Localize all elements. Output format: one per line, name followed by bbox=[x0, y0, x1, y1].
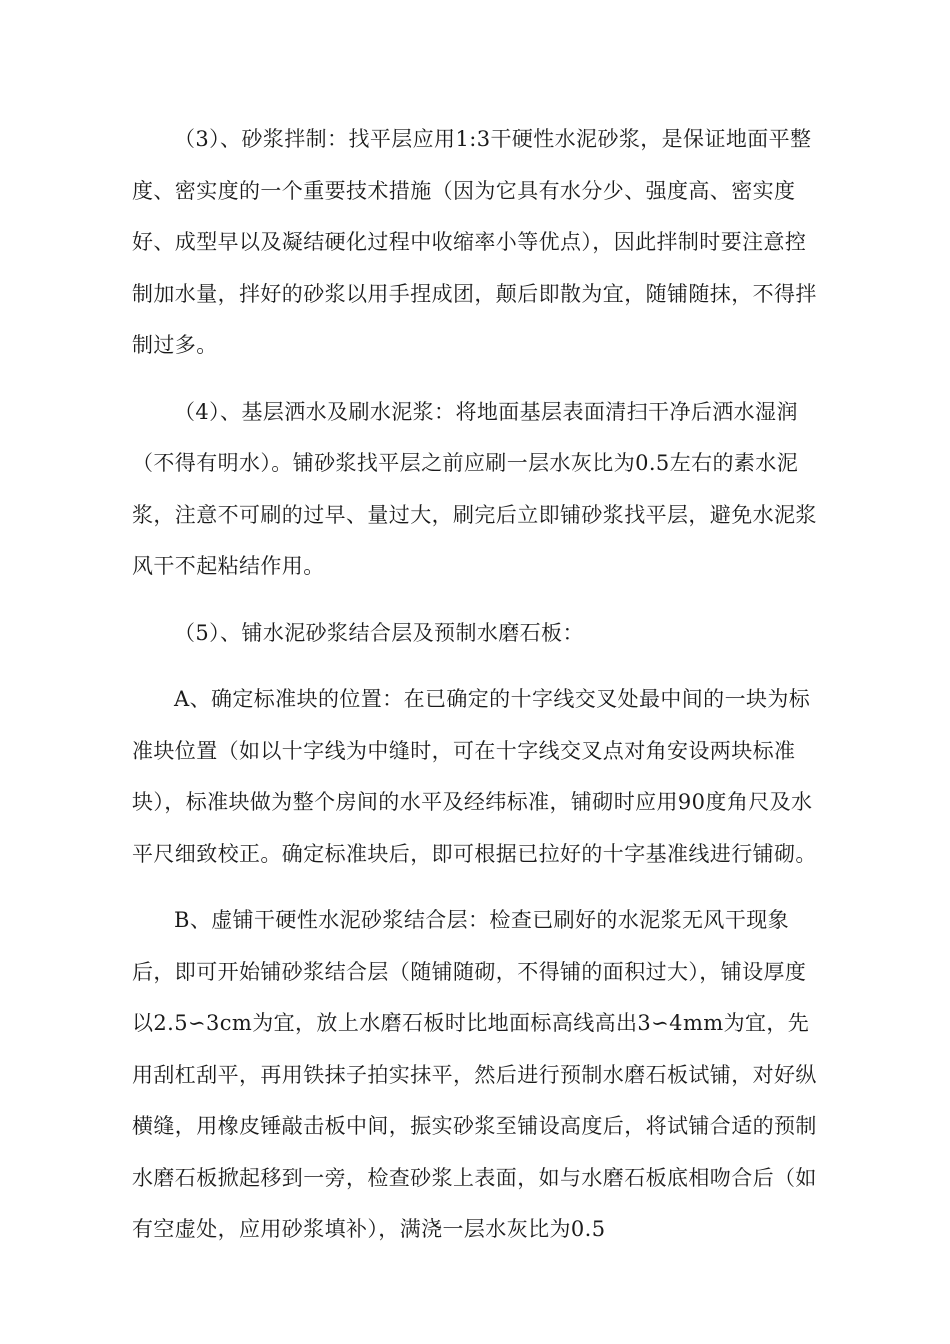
paragraph-bonding-layer-heading: （5）、铺水泥砂浆结合层及预制水磨石板： bbox=[174, 620, 584, 645]
paragraph-mortar-mixing: （3）、砂浆拌制：找平层应用1:3干硬性水泥砂浆，是保证地面平整度、密实度的一个重要技术措施（因为它具有水分少、强度高、密实度好、成型早以及凝结硬化过程中收缩率小等优点），因此拌制时要注意控制加水量，拌好的砂浆以用手捏成团，颠后即散为宜，随铺随抹，不得拌制过多。 bbox=[132, 127, 817, 357]
paragraph-standard-block: A、确定标准块的位置：在已确定的十字线交叉处最中间的一块为标准块位置（如以十字线为中缝时，可在十字线交叉点对角安设两块标准块），标准块做为整个房间的水平及经纬标准，铺砌时应用90度角尺及水平尺细致校正。确定标准块后，即可根据已拉好的十字基准线进行铺砌。 bbox=[132, 687, 817, 866]
document-body bbox=[132, 114, 822, 1271]
paragraph-base-watering: （4）、基层洒水及刷水泥浆：将地面基层表面清扫干净后洒水湿润（不得有明水）。铺砂浆找平层之前应刷一层水灰比为0.5左右的素水泥浆，注意不可刷的过早、量过大，刷完后立即铺砂浆找平层，避免水泥浆风干不起粘结作用。 bbox=[132, 399, 817, 578]
paragraph-dry-mortar-layer: B、虚铺干硬性水泥砂浆结合层：检查已刷好的水泥浆无风干现象后，即可开始铺砂浆结合层（随铺随砌，不得铺的面积过大），铺设厚度以2.5∽3cm为宜，放上水磨石板时比地面标高线高出3∽4mm为宜，先用刮杠刮平，再用铁抹子拍实抹平，然后进行预制水磨石板试铺，对好纵横缝，用橡皮锤敲击板中间，振实砂浆至铺设高度后，将试铺合适的预制水磨石板掀起移到一旁，检查砂浆上表面，如与水磨石板底相吻合后（如有空虚处，应用砂浆填补），满浇一层水灰比为0.5 bbox=[132, 908, 817, 1241]
